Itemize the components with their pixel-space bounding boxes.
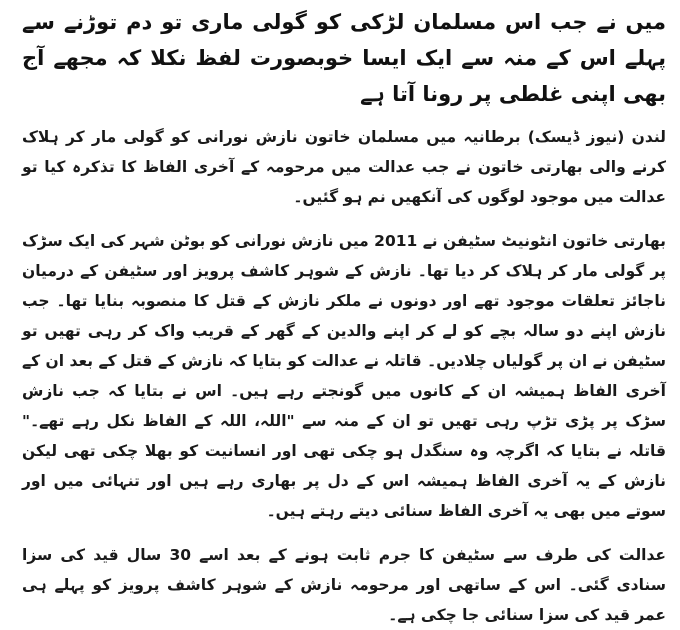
article-headline: میں نے جب اس مسلمان لڑکی کو گولی ماری تو دم توڑنے سے پہلے اس کے منہ سے ایک ایسا خوبصورت لفظ نکلا کہ مجھے آج بھی اپنی غلطی پر رونا آتا ہے (22, 10, 666, 106)
article-lead-paragraph: لندن (نیوز ڈیسک) برطانیہ میں مسلمان خاتون نازش نورانی کو گولی مار کر ہلاک کرنے والی بھارتی خاتون نے جب عدالت میں مرحومہ کے آخری الفاظ کا تذکرہ کیا تو عدالت میں موجود لوگوں کی آنکھیں نم ہو گئیں۔ (22, 128, 666, 206)
article-body-paragraph: بھارتی خاتون انٹونیٹ سٹیفن نے 2011 میں نازش نورانی کو بوٹن شہر کی ایک سڑک پر گولی مار کر ہلاک کر دیا تھا۔ نازش کے شوہر کاشف پرویز اور سٹیفن کے درمیان ناجائز تعلقات موجود تھے اور دونوں نے ملکر نازش کے قتل کا منصوبہ بنایا تھا۔ جب نازش اپنے دو سالہ بچے کو لے کر اپنے والدین کے گھر کے قریب واک کر رہی تھیں تو سٹیفن نے ان پر گولیاں چلادیں۔ قاتلہ نے عدالت کو بتایا کہ نازش کے قتل کے بعد ان کے آخری الفاظ ہمیشہ ان کے کانوں میں گونجتے رہے ہیں۔ اس نے بتایا کہ جب نازش سڑک پر پڑی تڑپ رہی تھیں تو ان کے منہ سے "اللہ، اللہ کے الفاظ نکل رہے تھے۔" قاتلہ نے بتایا کہ اگرچہ وہ سنگدل ہو چکی تھی اور انسانیت کو بھلا چکی تھی لیکن نازش کے یہ آخری الفاظ ہمیشہ اس کے دل پر بھاری رہے ہیں اور تنہائی میں اور سوتے میں بھی یہ آخری الفاظ سنائی دیتے رہتے ہیں۔ (22, 232, 666, 520)
article-closing-paragraph: عدالت کی طرف سے سٹیفن کا جرم ثابت ہونے کے بعد اسے 30 سال قید کی سزا سنادی گئی۔ اس کے ساتھی اور مرحومہ نازش کے شوہر کاشف پرویز کو پہلے ہی عمر قید کی سزا سنائی جا چکی ہے۔ (22, 546, 666, 624)
